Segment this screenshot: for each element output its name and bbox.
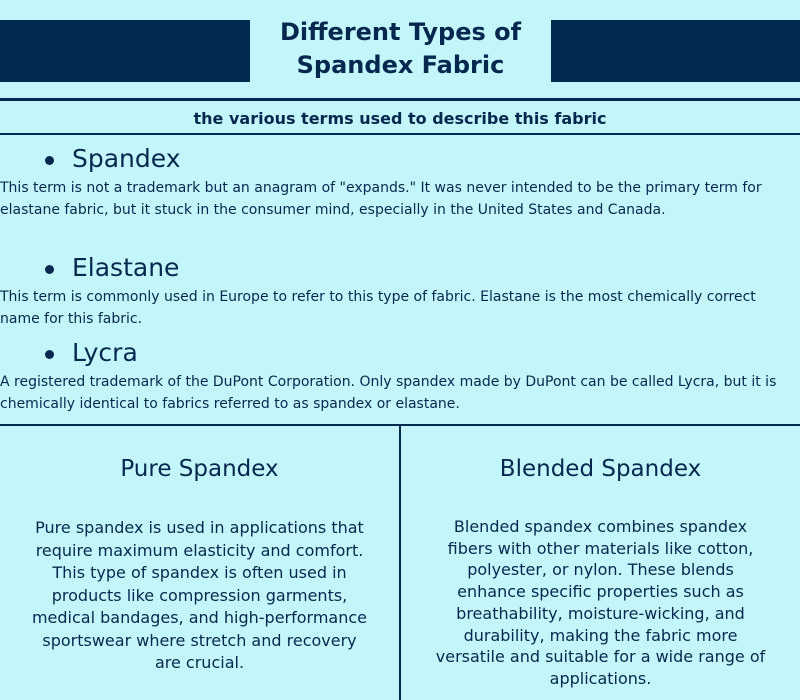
header-divider: [0, 98, 800, 101]
term-name: Elastane: [72, 253, 180, 282]
column-title: Blended Spandex: [499, 456, 702, 482]
page-title-line-2: Spandex Fabric: [296, 51, 505, 79]
header-bar-left: [0, 20, 250, 82]
term-name: Spandex: [72, 144, 181, 173]
column-title: Pure Spandex: [120, 456, 279, 482]
bullet-icon: [45, 350, 54, 359]
term-elastane: [0, 253, 800, 330]
bullet-icon: [45, 265, 54, 274]
header-bar-right: [551, 20, 800, 82]
subtitle: the various terms used to describe this fabric: [193, 109, 607, 128]
term-lycra: [0, 338, 800, 415]
term-description: This term is commonly used in Europe to refer to this type of fabric. Elastane is the most chemically correct name for this fabric.: [0, 289, 756, 327]
column-text: Blended spandex combines spandex fibers with other materials like cotton, polyester, or nylon. These blends enhance specific properties such as breathability, moisture-wicking, and durability, making the fabric more versatile and suitable for a wide range of applications.: [435, 517, 766, 688]
term-description: A registered trademark of the DuPont Corporation. Only spandex made by DuPont can be called Lycra, but it is chemically identical to fabrics referred to as spandex or elastane.: [0, 374, 777, 412]
term-description: This term is not a trademark but an anagram of "expands." It was never intended to be the primary term for elastane fabric, but it stuck in the consumer mind, especially in the United States and Canada.: [0, 180, 762, 218]
subtitle-divider: [0, 133, 800, 135]
pure-spandex-column: [0, 426, 399, 700]
term-spandex: [0, 144, 800, 221]
bullet-icon: [45, 156, 54, 165]
page-title: [250, 16, 551, 82]
column-text: Pure spandex is used in applications that require maximum elasticity and comfort. This type of spandex is often used in products like compression garments, medical bandages, and high-performance sportswear where stretch and recovery are crucial.: [31, 518, 368, 672]
blended-spandex-column: [401, 426, 800, 700]
page-title-line-1: Different Types of: [279, 18, 522, 46]
term-name: Lycra: [72, 338, 138, 367]
